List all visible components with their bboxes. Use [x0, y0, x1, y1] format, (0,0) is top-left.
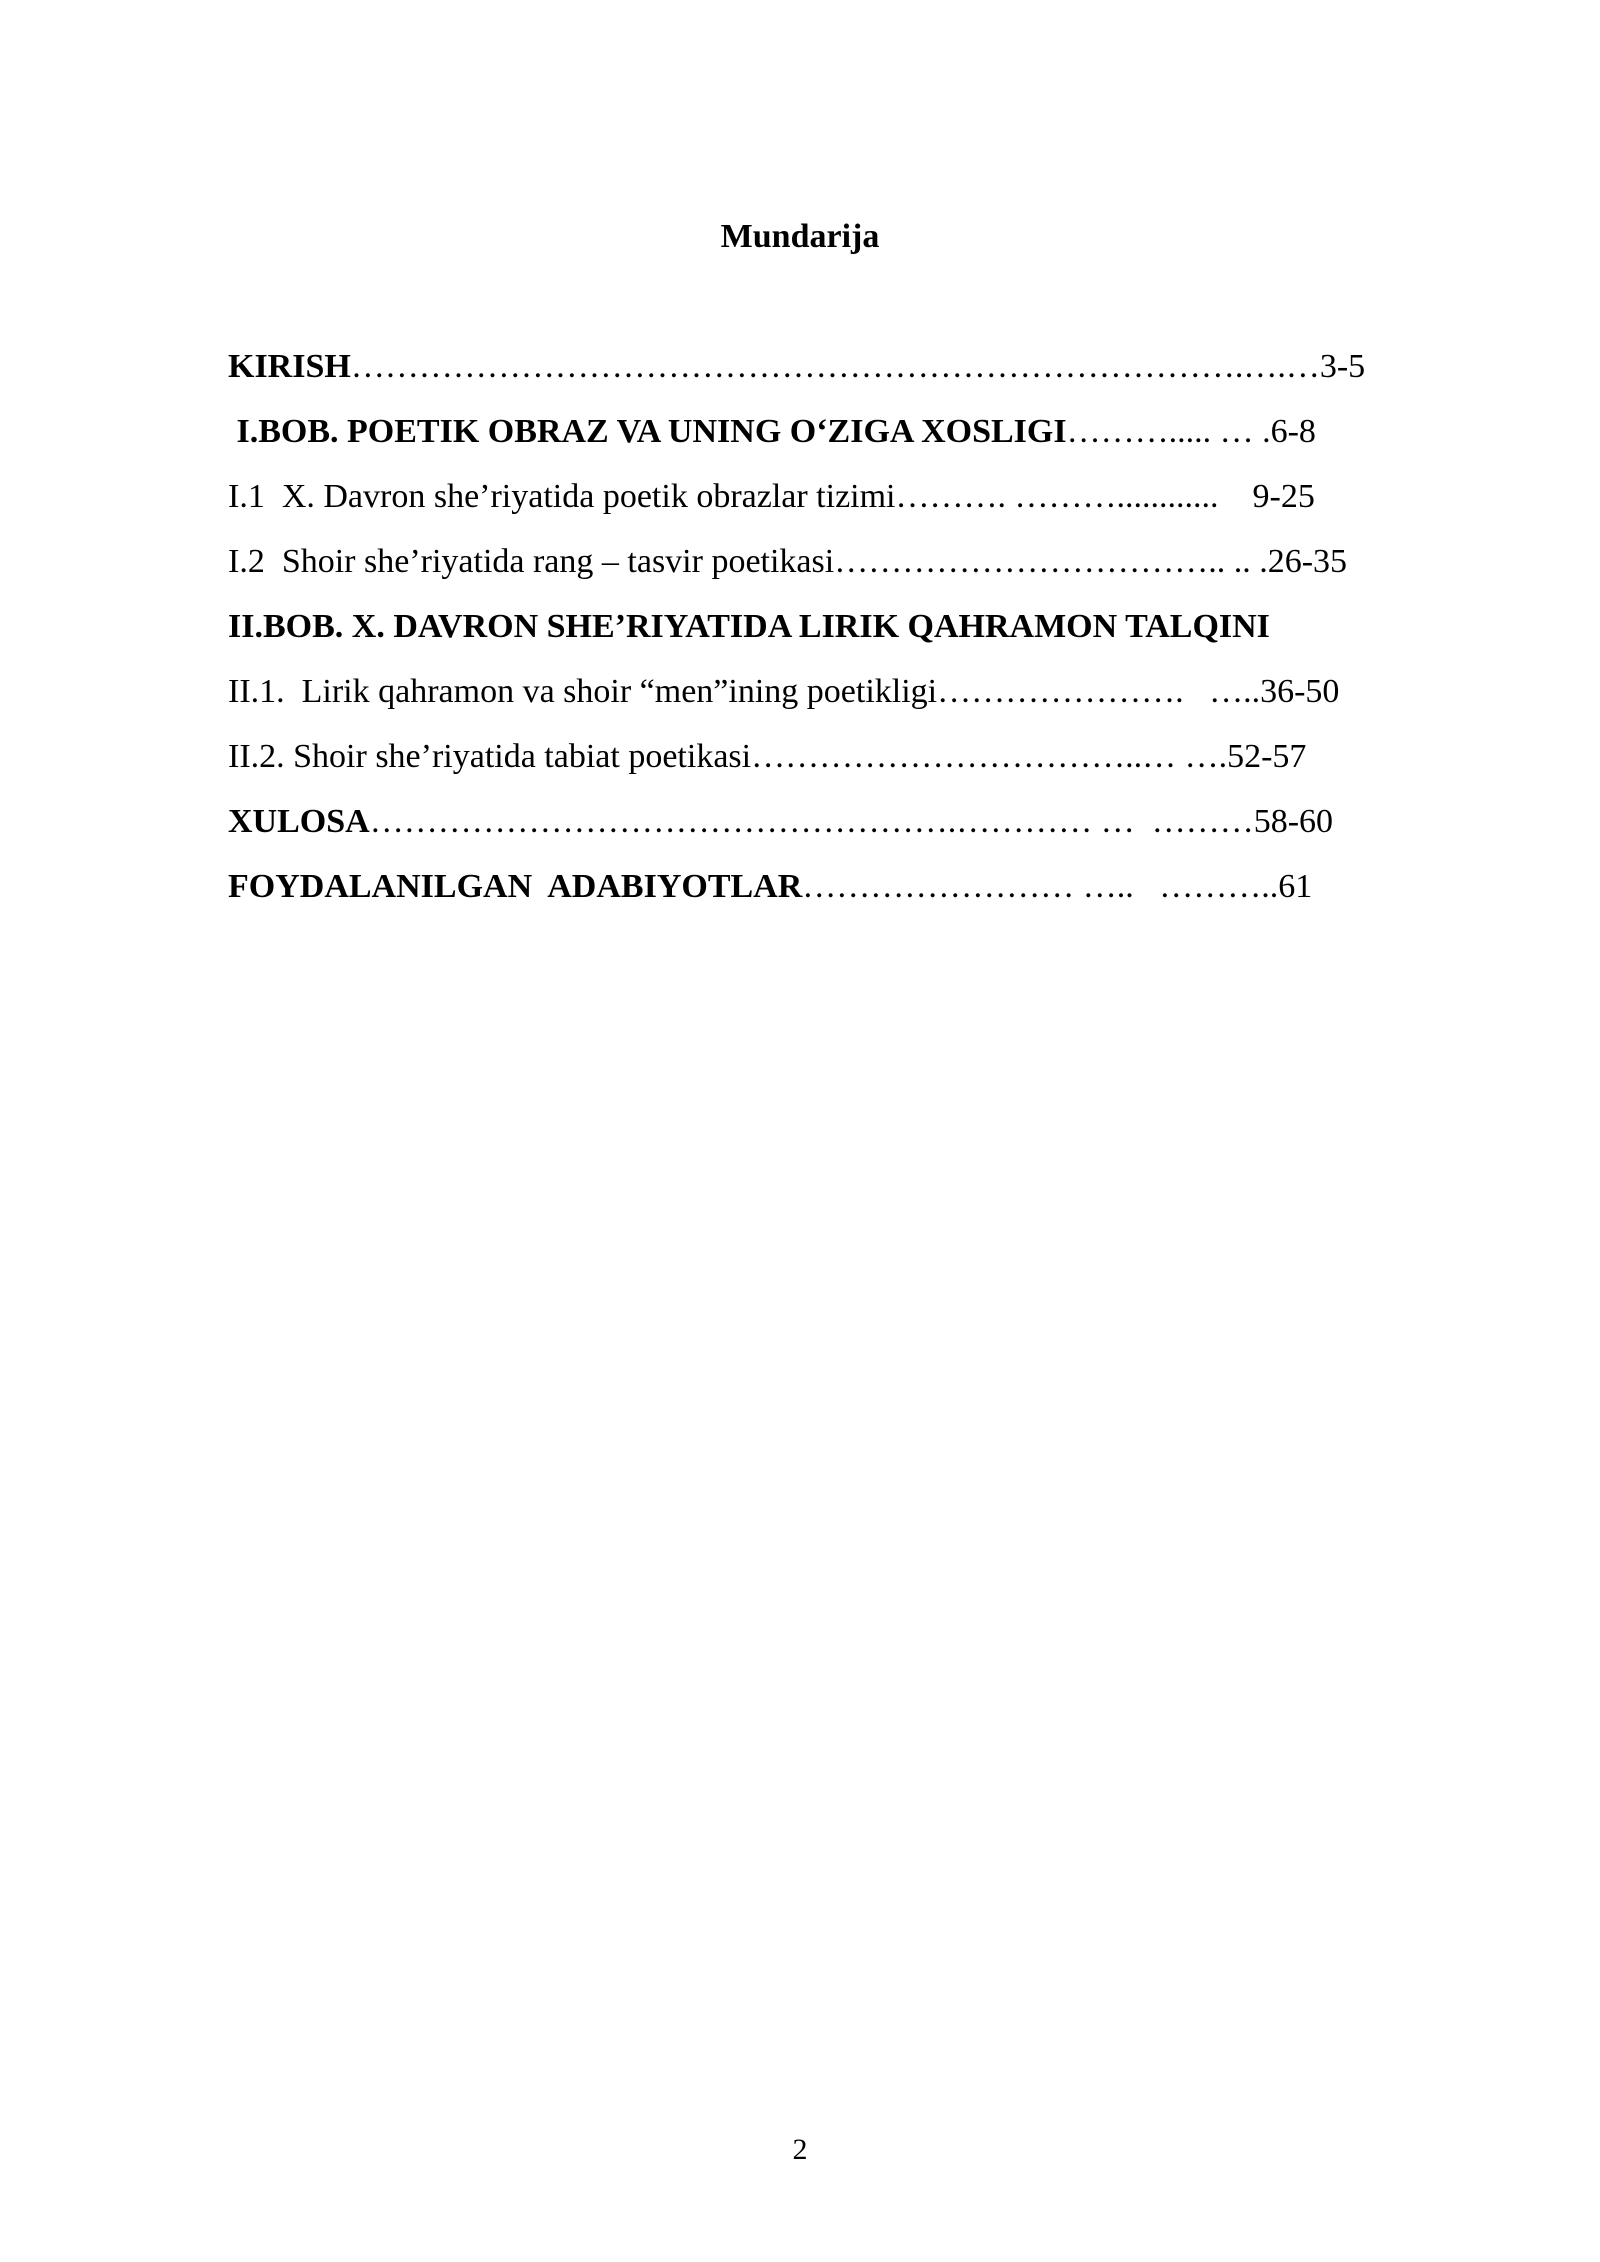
page-number: 2 [792, 2133, 808, 2166]
toc-entry-title: I.1 X. Davron she’riyatida poetik obrazlar tizimi [228, 478, 896, 515]
toc-entry-title: II.2. Shoir she’riyatida tabiat poetikasi [228, 738, 752, 775]
toc-entry-section-1-2 [228, 540, 1528, 605]
toc-entry-pages: 61 [1278, 868, 1313, 905]
toc-entry-title: I.BOB. POETIK OBRAZ VA UNING O‘ZIGA XOSLIGI [228, 413, 1067, 450]
toc-leader-dots: ………. ………............ [895, 478, 1253, 515]
toc-entry-bibliography [228, 865, 1528, 930]
toc-leader-dots: …………………………………………………………………….….… [350, 348, 1320, 385]
toc-entry-kirish [228, 345, 1528, 410]
toc-entry-title: KIRISH [228, 348, 351, 385]
toc-entry-pages: 3-5 [1319, 348, 1366, 385]
toc-leader-dots: …………………… ….. ……….. [802, 868, 1279, 905]
toc-entry-pages: 26-35 [1267, 543, 1348, 580]
toc-entry-chapter-1 [228, 410, 1528, 475]
toc-leader-dots: …………………. ….. [937, 673, 1261, 710]
toc-entry-section-1-1 [228, 475, 1528, 540]
toc-entry-section-2-1 [228, 670, 1528, 735]
toc-entry-section-2-2 [228, 735, 1528, 800]
toc-leader-dots: ……………………………..… …. [751, 738, 1228, 775]
toc-entry-title: II.BOB. X. DAVRON SHE’RIYATIDA LIRIK QAHRAMON TALQINI [228, 608, 1270, 645]
toc-entry-xulosa [228, 800, 1528, 865]
toc-leader-dots: ………..... … [1066, 413, 1263, 450]
toc-entry-title: II.1. Lirik qahramon va shoir “men”ining poetikligi [228, 673, 938, 710]
toc-leader-dots: …………………………………………….………… … ……… [369, 803, 1254, 840]
toc-entry-title: I.2 Shoir she’riyatida rang – tasvir poetikasi [228, 543, 835, 580]
toc-entry-pages: 58-60 [1253, 803, 1334, 840]
toc-entry-pages: 9-25 [1252, 478, 1315, 515]
toc-entry-chapter-2 [228, 605, 1528, 670]
toc-entry-pages: 36-50 [1260, 673, 1340, 710]
toc-leader-dots: …………………………….. .. . [834, 543, 1268, 580]
page-title: Mundarija [720, 218, 880, 255]
toc-entry-title: FOYDALANILGAN ADABIYOTLAR [228, 868, 803, 905]
table-of-contents [228, 345, 1528, 930]
toc-entry-pages: 52-57 [1227, 738, 1307, 775]
toc-entry-title: XULOSA [228, 803, 370, 840]
toc-entry-pages: .6-8 [1262, 413, 1316, 450]
